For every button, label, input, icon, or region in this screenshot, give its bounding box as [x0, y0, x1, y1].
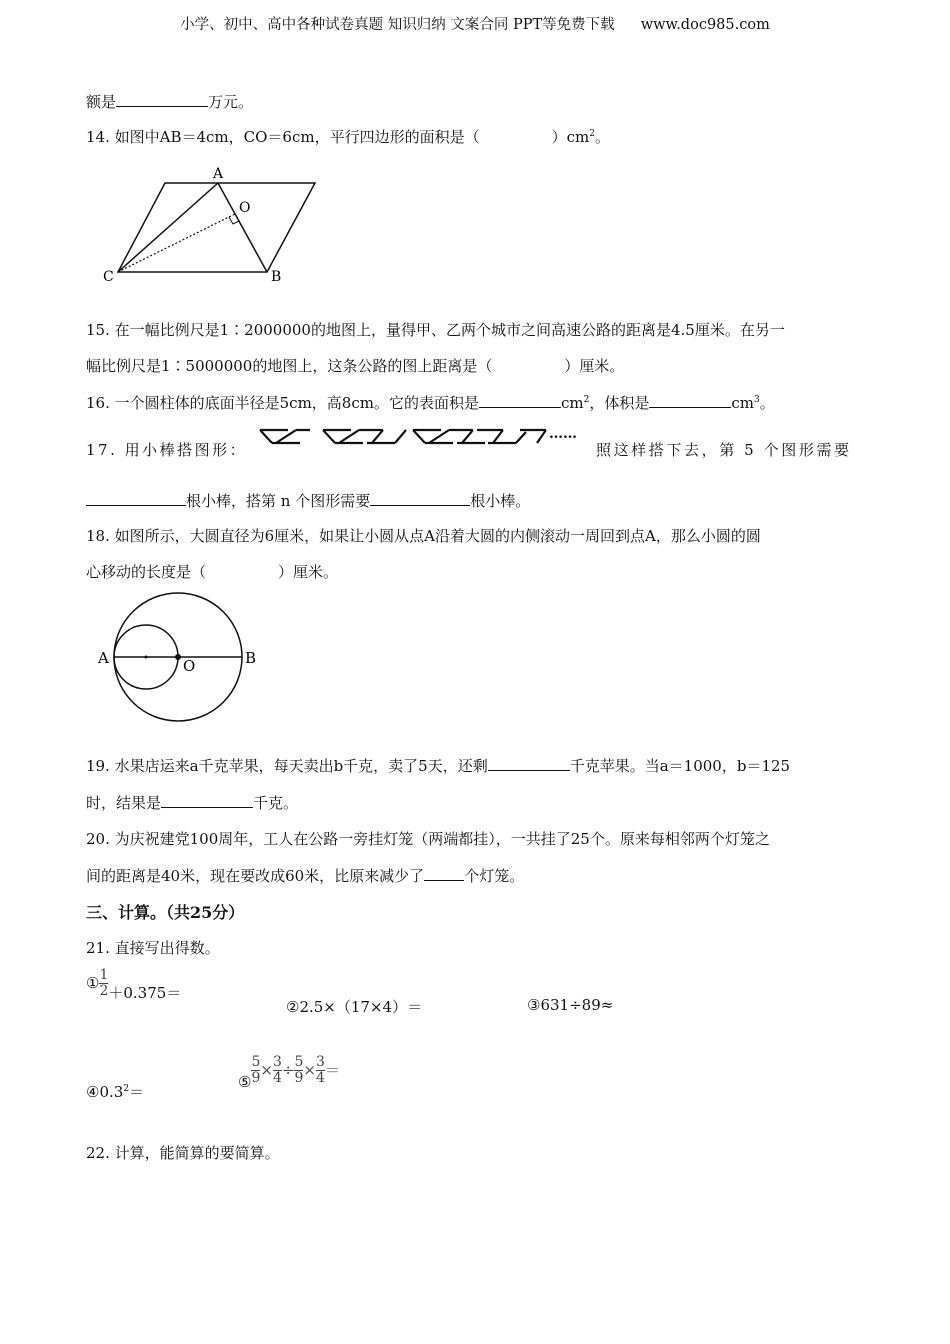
- page-header: [0, 13, 950, 34]
- expr-3: ③631÷89≈: [527, 996, 614, 1014]
- frac-den: 9: [294, 1069, 304, 1086]
- equals: ＝: [324, 1061, 340, 1080]
- answer-blank[interactable]: [488, 756, 570, 771]
- segment-ca: [118, 183, 218, 272]
- question-18-line1: 18. 如图所示，大圆直径为6厘米，如果让小圆从点A沿着大圆的内侧滚动一周回到点A，那么小圆的圆: [86, 527, 761, 545]
- expr1-rest: ＋0.375＝: [108, 983, 182, 1002]
- operator: ×: [260, 1061, 273, 1080]
- q20-post: 个灯笼。: [464, 867, 525, 885]
- expr1-mark: ①: [86, 974, 100, 993]
- segment-co-dashed: [118, 214, 235, 272]
- frac-num: 3: [272, 1054, 282, 1070]
- question-15-line2: [86, 355, 624, 376]
- center-o-dot: [175, 654, 181, 660]
- q16-unit2: cm: [731, 394, 754, 412]
- q14-close: ）cm: [551, 128, 590, 146]
- question-17-pre: 17. 用小棒搭图形：: [86, 441, 248, 459]
- expr4-post: ＝: [129, 1083, 145, 1101]
- q15-pre: 幅比例尺是1∶5000000的地图上，这条公路的图上距离是（: [86, 357, 493, 375]
- q20-pre: 间的距离是40米，现在要改成60米，比原来减少了: [86, 867, 425, 885]
- expr5-mark: ⑤: [238, 1073, 252, 1092]
- q14-text: 14. 如图中AB＝4cm，CO＝6cm，平行四边形的面积是（: [86, 128, 480, 146]
- q19-mid: 千克苹果。当a＝1000，b＝125: [569, 757, 791, 775]
- answer-blank[interactable]: [161, 793, 253, 808]
- question-16: [86, 392, 775, 413]
- frac-num: 1: [99, 967, 109, 983]
- q13-tail: [86, 91, 253, 112]
- stick-figure-3: [413, 430, 546, 443]
- frac-num: 5: [294, 1054, 304, 1070]
- expr-1: [86, 967, 182, 1002]
- q19-line2-pre: 时，结果是: [86, 794, 162, 812]
- q15-post: ）厘米。: [564, 357, 625, 375]
- expr-4: [86, 1081, 144, 1102]
- q18-pre: 心移动的长度是（: [86, 563, 207, 581]
- label-a: A: [98, 649, 109, 667]
- q17-end: 根小棒。: [470, 492, 531, 510]
- q16-end: 。: [759, 394, 775, 412]
- question-20-line1: 20. 为庆祝建党100周年，工人在公路一旁挂灯笼（两端都挂），一共挂了25个。原来每相邻两个灯笼之: [86, 830, 770, 848]
- fraction-3-4: [273, 1055, 282, 1085]
- label-b: B: [271, 269, 282, 285]
- frac-num: 5: [251, 1054, 261, 1070]
- q14-end: 。: [594, 128, 610, 146]
- stick-pattern-figure: [258, 427, 548, 447]
- question-18-line2: [86, 561, 338, 582]
- expr4-sup: 2: [123, 1084, 130, 1094]
- q14-sup: 2: [589, 129, 595, 139]
- q19-pre: 19. 水果店运来a千克苹果，每天卖出b千克，卖了5天，还剩: [86, 757, 488, 775]
- q19-line2-post: 千克。: [253, 794, 299, 812]
- q17-mid: 根小棒，搭第 n 个图形需要: [186, 492, 371, 510]
- header-site: www.doc985.com: [640, 17, 770, 33]
- circles-figure: [92, 590, 267, 725]
- question-17-line2: [86, 490, 530, 511]
- parallelogram-shape: [118, 183, 315, 272]
- header-text: 小学、初中、高中各种试卷真题 知识归纳 文案合同 PPT等免费下载: [180, 17, 615, 33]
- section-3-title: 三、计算。（共25分）: [86, 903, 245, 922]
- answer-blank-volume[interactable]: [649, 393, 731, 408]
- stick-patterns: [260, 430, 546, 443]
- segment-ab: [218, 183, 267, 272]
- stick-figure-2: [323, 430, 406, 443]
- label-o: O: [183, 657, 196, 675]
- q16-pre: 16. 一个圆柱体的底面半径是5cm，高8cm。它的表面积是: [86, 394, 479, 412]
- question-19-line2: [86, 792, 298, 813]
- frac-num: 3: [315, 1054, 325, 1070]
- expr-2: ②2.5×（17×4）＝: [286, 998, 423, 1016]
- fraction-3-4: [316, 1055, 325, 1085]
- expr4-pre: ④0.3: [86, 1083, 124, 1101]
- small-center-dot: [145, 656, 148, 659]
- answer-blank[interactable]: [370, 491, 470, 506]
- q16-mid: ，体积是: [589, 394, 650, 412]
- frac-den: 9: [251, 1069, 261, 1086]
- question-22-title: 22. 计算，能简算的要简算。: [86, 1144, 280, 1162]
- q16-sup2: 3: [753, 395, 760, 405]
- stick-figure-1: [260, 430, 310, 443]
- q16-unit1: cm: [560, 394, 584, 412]
- question-17-post: 照这样搭下去，第 5 个图形需要: [596, 441, 852, 459]
- expr-5: [238, 1054, 340, 1092]
- frac-den: 4: [315, 1069, 325, 1086]
- q17-dots: ……: [549, 426, 577, 442]
- q13-pre: 额是: [86, 93, 117, 111]
- frac-den: 4: [272, 1069, 282, 1086]
- q16-sup1: 2: [583, 395, 590, 405]
- answer-blank-area[interactable]: [479, 393, 561, 408]
- question-14: [86, 126, 610, 147]
- label-c: C: [103, 269, 114, 285]
- label-b: B: [245, 649, 257, 667]
- label-o: O: [239, 200, 251, 216]
- parallelogram-figure: [95, 160, 330, 285]
- question-15-line1: 15. 在一幅比例尺是1∶2000000的地图上，量得甲、乙两个城市之间高速公路的距离是4.5厘米。在另一: [86, 321, 785, 339]
- question-19-line1: [86, 755, 790, 776]
- question-20-line2: [86, 865, 524, 886]
- q13-post: 万元。: [208, 93, 254, 111]
- frac-den: 2: [99, 982, 109, 999]
- question-21-title: 21. 直接写出得数。: [86, 939, 220, 957]
- q18-post: ）厘米。: [278, 563, 339, 581]
- operator: ×: [303, 1061, 316, 1080]
- answer-blank[interactable]: [424, 866, 464, 881]
- answer-blank[interactable]: [116, 92, 208, 107]
- operator: ÷: [281, 1061, 295, 1080]
- label-a: A: [213, 166, 224, 182]
- answer-blank[interactable]: [86, 491, 186, 506]
